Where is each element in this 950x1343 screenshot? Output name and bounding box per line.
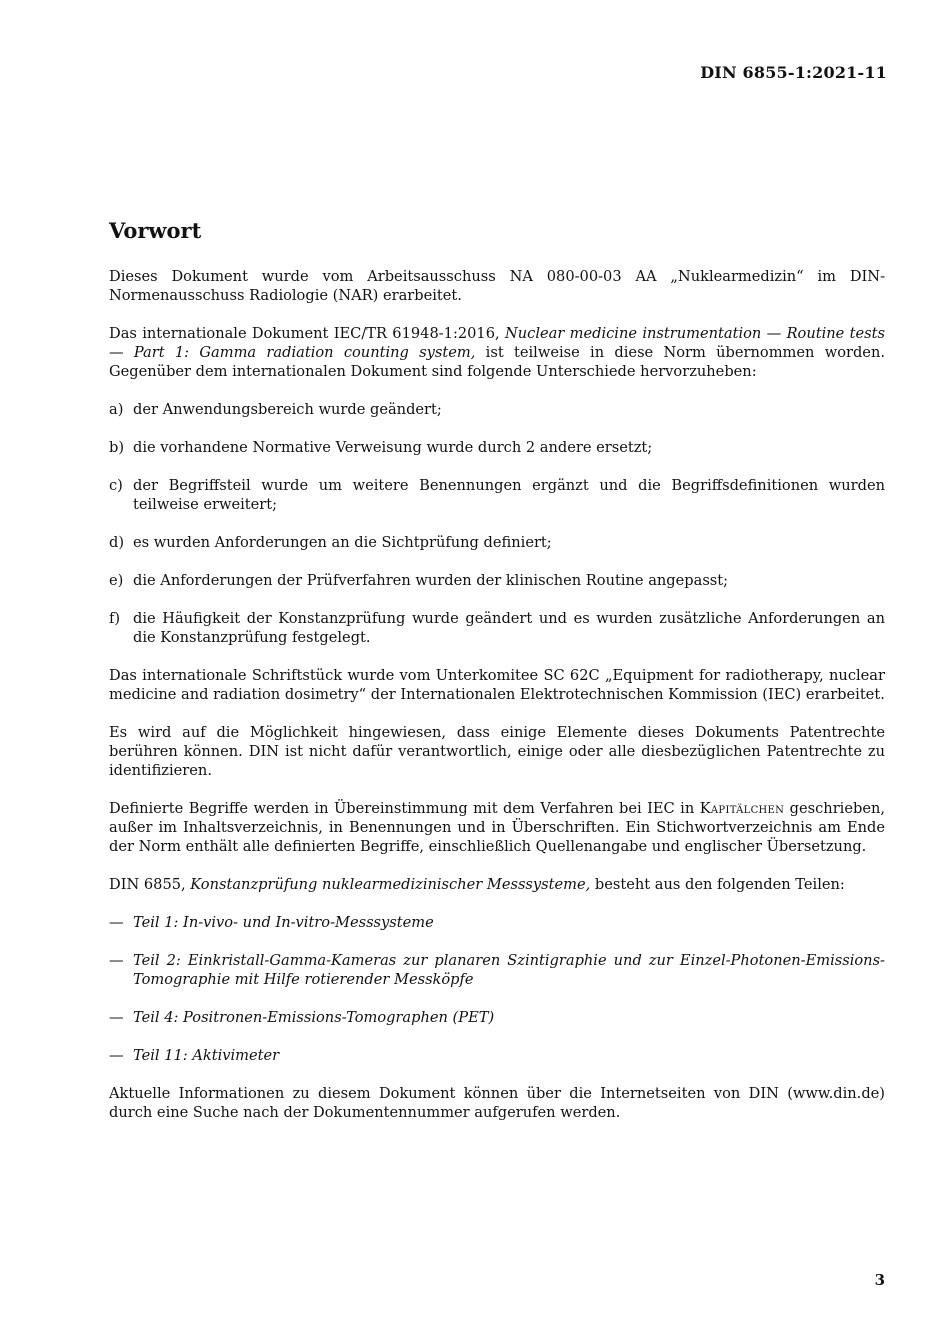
list-item xyxy=(109,913,885,932)
list-item xyxy=(109,1008,885,1027)
source-document-title: Nuclear medicine instrumentation — Routine tests — Part 1: Gamma radiation counting system, xyxy=(109,325,885,361)
list-item xyxy=(109,476,885,514)
part-title: Teil 4: Positronen-Emissions-Tomographen (PET) xyxy=(133,1009,495,1026)
paragraph-series xyxy=(109,875,885,894)
paragraph-patent-notice: Es wird auf die Möglichkeit hingewiesen, dass einige Elemente dieses Dokuments Patentrechte berühren können. DIN ist nicht dafür verantwortlich, einige oder alle diesbezüglichen Patentrechte zu identifizieren. xyxy=(109,724,885,779)
page-number: 3 xyxy=(874,1271,885,1289)
paragraph-definitions-post: geschrieben, außer im Inhaltsverzeichnis, in Benennungen und in Überschriften. Ein Stichwortverzeichnis am Ende der Norm enthält alle definierten Begriffe, einschließlich Quellenangabe und englischer Übersetzung. xyxy=(109,800,885,855)
list-marker: b) xyxy=(109,439,125,456)
list-item xyxy=(109,1046,885,1065)
list-item-text: die vorhandene Normative Verweisung wurde durch 2 andere ersetzt; xyxy=(133,439,653,456)
paragraph-committee: Dieses Dokument wurde vom Arbeitsausschuss NA 080-00-03 AA „Nuklearmedizin“ im DIN-Normenausschuss Radiologie (NAR) erarbeitet. xyxy=(109,268,885,304)
differences-list xyxy=(109,400,885,647)
list-item-text: die Häufigkeit der Konstanzprüfung wurde geändert und es wurden zusätzliche Anforderungen an die Konstanzprüfung festgelegt. xyxy=(133,610,885,646)
list-item-text: die Anforderungen der Prüfverfahren wurden der klinischen Routine angepasst; xyxy=(133,572,729,589)
paragraph-info: Aktuelle Informationen zu diesem Dokument können über die Internetseiten von DIN (www.din.de) durch eine Suche nach der Dokumentennummer aufgerufen werden. xyxy=(109,1085,885,1121)
dash-marker: — xyxy=(109,914,124,931)
part-title: Teil 1: In-vivo- und In-vitro-Messsysteme xyxy=(133,914,434,931)
paragraph-source-document xyxy=(109,324,885,381)
parts-list xyxy=(109,913,885,1065)
part-title: Teil 11: Aktivimeter xyxy=(133,1047,280,1064)
list-item-text: es wurden Anforderungen an die Sichtprüfung definiert; xyxy=(133,534,552,551)
list-item-text: der Anwendungsbereich wurde geändert; xyxy=(133,401,442,418)
list-item xyxy=(109,951,885,989)
paragraph-iec-committee: Das internationale Schriftstück wurde vom Unterkomitee SC 62C „Equipment for radiotherapy, nuclear medicine and radiation dosimetry“ der Internationalen Elektrotechnischen Kommission (IEC) erarbeitet. xyxy=(109,667,885,703)
paragraph-source-post: ist teilweise in diese Norm übernommen worden. Gegenüber dem internationalen Dokument sind folgende Unterschiede hervorzuheben: xyxy=(109,344,885,380)
paragraph-series-pre: DIN 6855, xyxy=(109,876,191,893)
dash-marker: — xyxy=(109,1047,124,1064)
dash-marker: — xyxy=(109,1009,124,1026)
list-item-text: der Begriffsteil wurde um weitere Benennungen ergänzt und die Begriffsdefinitionen wurden teilweise erweitert; xyxy=(133,477,885,513)
list-item xyxy=(109,609,885,647)
part-title: Teil 2: Einkristall-Gamma-Kameras zur planaren Szintigraphie und zur Einzel-Photonen-Emissions-Tomographie mit Hilfe rotierender Messköpfe xyxy=(133,952,885,988)
list-marker: e) xyxy=(109,572,124,589)
section-title: Vorwort xyxy=(109,218,202,243)
document-id: DIN 6855-1:2021-11 xyxy=(700,63,887,82)
smallcaps-term: Kapitälchen xyxy=(699,800,785,817)
list-marker: c) xyxy=(109,477,123,494)
list-marker: a) xyxy=(109,401,124,418)
page-content xyxy=(109,217,885,1141)
paragraph-source-pre: Das internationale Dokument IEC/TR 61948-1:2016, xyxy=(109,325,505,342)
list-item xyxy=(109,533,885,552)
list-item xyxy=(109,400,885,419)
dash-marker: — xyxy=(109,952,124,969)
list-item xyxy=(109,571,885,590)
series-title: Konstanzprüfung nuklearmedizinischer Messsysteme, xyxy=(190,876,591,893)
list-item xyxy=(109,438,885,457)
paragraph-definitions-pre: Definierte Begriffe werden in Übereinstimmung mit dem Verfahren bei IEC in xyxy=(109,800,700,817)
list-marker: d) xyxy=(109,534,125,551)
paragraph-series-post: besteht aus den folgenden Teilen: xyxy=(590,876,845,893)
paragraph-definitions xyxy=(109,799,885,856)
list-marker: f) xyxy=(109,610,121,627)
